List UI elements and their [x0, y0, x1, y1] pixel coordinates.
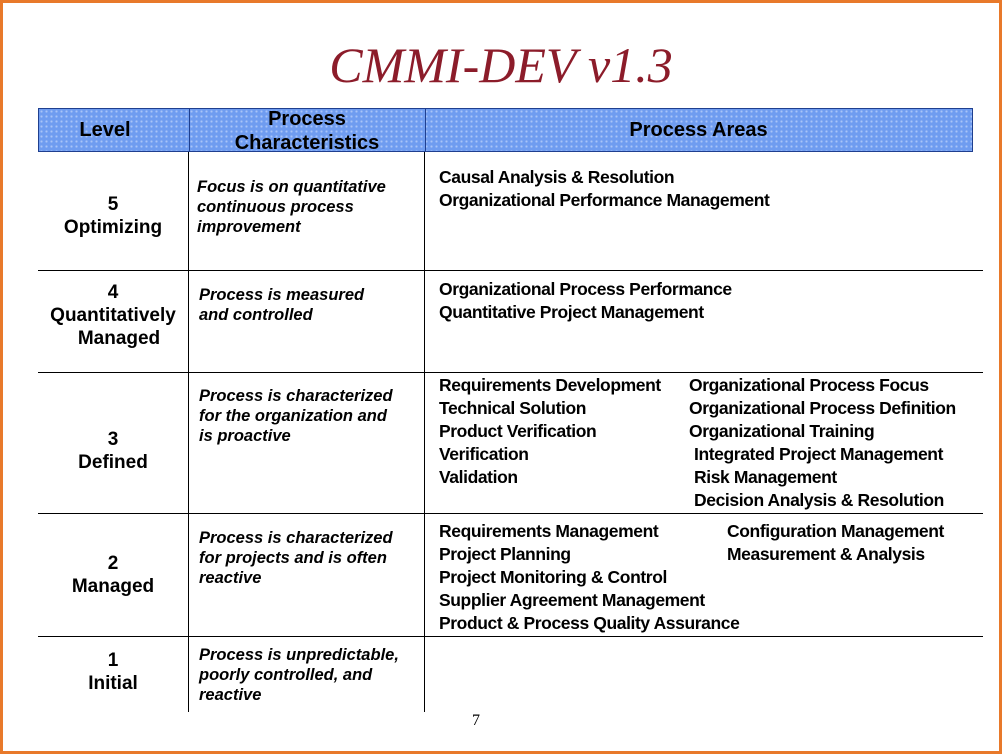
- process-area: Configuration Management: [727, 521, 944, 541]
- characteristics-line: Process is measured: [199, 286, 365, 304]
- process-area: Risk Management: [694, 467, 837, 487]
- row-divider: [38, 372, 983, 373]
- process-area: Requirements Management: [439, 521, 659, 541]
- characteristics-line: Process is unpredictable,: [199, 646, 399, 664]
- process-area: Verification: [439, 444, 529, 464]
- level-number: 5: [107, 194, 119, 215]
- header-characteristics-line2: Characteristics: [234, 132, 380, 154]
- table-header: [38, 108, 973, 152]
- header-characteristics: [189, 110, 425, 152]
- process-area: Quantitative Project Management: [439, 302, 704, 322]
- process-area: Organizational Training: [689, 421, 875, 441]
- level-3: [38, 428, 188, 474]
- characteristics-line: improvement: [197, 218, 301, 236]
- slide-title: CMMI-DEV v1.3: [329, 37, 673, 93]
- process-areas-level-4: [439, 278, 732, 324]
- header-characteristics-line1: Process: [268, 108, 346, 130]
- characteristics-level-4: [199, 285, 431, 325]
- level-5: [38, 193, 188, 239]
- process-areas-level-3-col1: [439, 374, 661, 489]
- process-areas-level-3-col2: [689, 374, 956, 512]
- level-name: Managed: [77, 328, 161, 349]
- process-area: Organizational Process Definition: [689, 398, 956, 418]
- characteristics-line: for the organization and: [199, 407, 387, 425]
- level-number: 4: [107, 282, 119, 303]
- process-area: Project Monitoring & Control: [439, 567, 667, 587]
- characteristics-line: for projects and is often: [199, 549, 387, 567]
- process-area: Measurement & Analysis: [727, 544, 925, 564]
- process-area: Project Planning: [439, 544, 571, 564]
- process-area: Organizational Performance Management: [439, 190, 770, 210]
- process-area: Integrated Project Management: [694, 444, 944, 464]
- process-area: Organizational Process Focus: [689, 375, 929, 395]
- page-number: 7: [472, 712, 480, 729]
- characteristics-level-1: [199, 645, 431, 705]
- process-areas-level-2-col1: [439, 520, 739, 635]
- process-area: Product & Process Quality Assurance: [439, 613, 740, 633]
- process-area: Organizational Process Performance: [439, 279, 732, 299]
- characteristics-line: reactive: [199, 569, 262, 587]
- characteristics-line: Process is characterized: [199, 387, 393, 405]
- level-4: [38, 281, 188, 350]
- row-divider: [38, 513, 983, 514]
- level-name: Managed: [71, 576, 155, 597]
- process-area: Supplier Agreement Management: [439, 590, 705, 610]
- header-areas: Process Areas: [629, 119, 768, 141]
- level-number: 1: [107, 650, 119, 671]
- column-divider-left: [188, 152, 189, 712]
- process-area: Requirements Development: [439, 375, 661, 395]
- characteristics-line: reactive: [199, 686, 262, 704]
- header-level: Level: [79, 119, 131, 141]
- level-number: 2: [107, 553, 119, 574]
- process-area: Product Verification: [439, 421, 597, 441]
- characteristics-line: continuous process: [197, 198, 354, 216]
- process-area: Decision Analysis & Resolution: [694, 490, 944, 510]
- process-areas-level-5: [439, 166, 769, 212]
- level-name: Defined: [78, 452, 148, 473]
- row-divider: [38, 636, 983, 637]
- characteristics-level-3: [199, 386, 431, 446]
- process-area: Technical Solution: [439, 398, 587, 418]
- process-area: Causal Analysis & Resolution: [439, 167, 675, 187]
- level-name: Initial: [88, 673, 138, 694]
- process-area: Validation: [439, 467, 518, 487]
- characteristics-level-2: [199, 528, 431, 588]
- level-2: [38, 552, 188, 598]
- process-areas-level-2-col2: [727, 520, 944, 566]
- level-name: Quantitatively: [50, 305, 176, 326]
- characteristics-line: Focus is on quantitative: [197, 178, 386, 196]
- characteristics-level-5: [197, 177, 429, 237]
- characteristics-line: and controlled: [199, 306, 313, 324]
- characteristics-line: poorly controlled, and: [199, 666, 373, 684]
- characteristics-line: is proactive: [199, 427, 291, 445]
- row-divider: [38, 270, 983, 271]
- level-1: [38, 649, 188, 695]
- level-name: Optimizing: [63, 217, 163, 238]
- characteristics-line: Process is characterized: [199, 529, 393, 547]
- level-number: 3: [107, 429, 119, 450]
